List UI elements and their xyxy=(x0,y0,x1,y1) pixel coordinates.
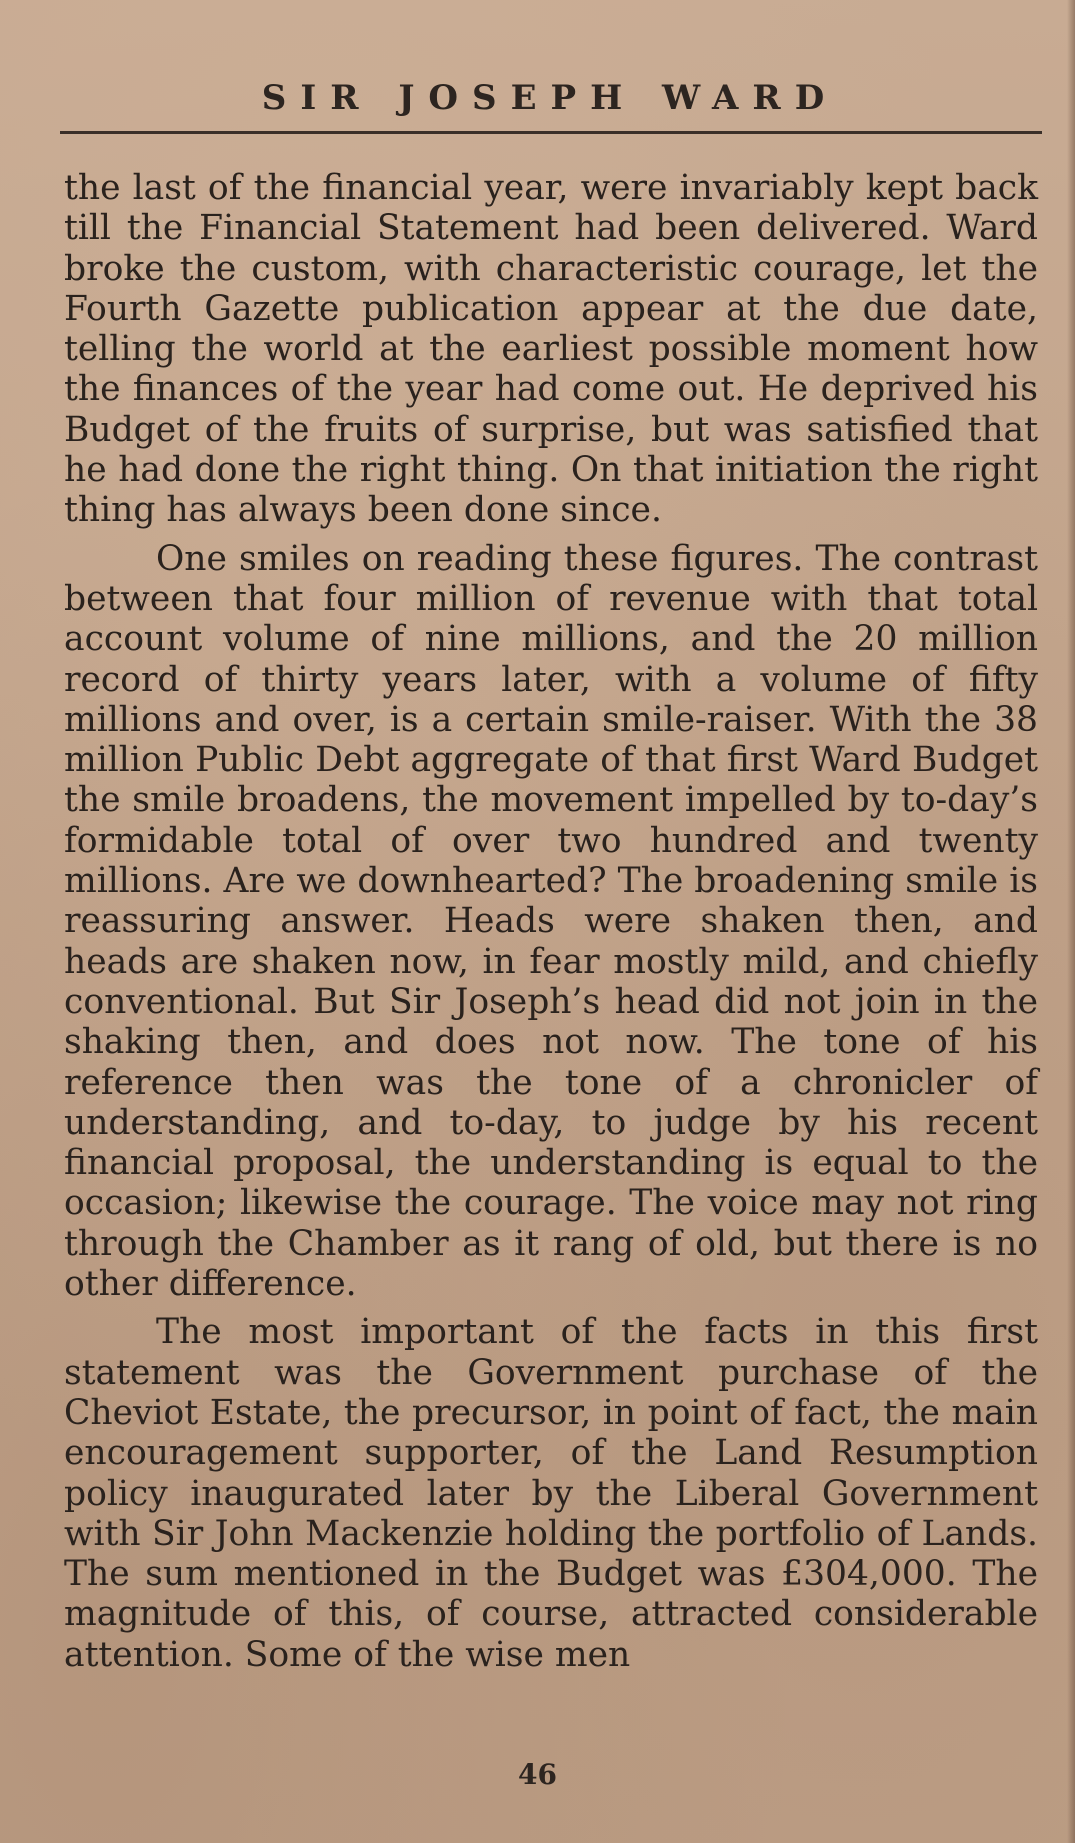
body-text xyxy=(64,168,1038,1675)
paragraph-cheviot-estate: The most important of the facts in this first statement was the Government purchase of the Cheviot Estate, the precursor, in point of fact, the main encouragement supporter, of the Land Resumption policy inaugurated later by the Liberal Government with Sir John Mackenzie holding the portfolio of Lands. The sum mentioned in the Budget was £304,000. The magnitude of this, of course, attracted considerable attention. Some of the wise men xyxy=(64,1312,1038,1675)
page-number: 46 xyxy=(518,1758,557,1791)
header-rule xyxy=(60,131,1042,134)
paragraph-figures: One smiles on reading these figures. The contrast between that four million of revenue with that total account volume of nine millions, and the 20 million record of thirty years later, with a volume of fifty millions and over, is a certain smile-raiser. With the 38 million Public Debt aggregate of that first Ward Budget the smile broadens, the movement impelled by to-day’s formidable total of over two hundred and twenty millions. Are we downhearted? The broadening smile is reassuring answer. Heads were shaken then, and heads are shaken now, in fear mostly mild, and chiefly conventional. But Sir Joseph’s head did not join in the shaking then, and does not now. The tone of his reference then was the tone of a chronicler of understanding, and to-day, to judge by his recent financial proposal, the understanding is equal to the occasion; likewise the courage. The voice may not ring through the Chamber as it rang of old, but there is no other difference. xyxy=(64,538,1038,1305)
running-head: SIR JOSEPH WARD xyxy=(261,78,839,118)
page-edge-shadow xyxy=(1067,0,1075,1843)
paragraph-continued: the last of the financial year, were invariably kept back till the Financial Statement had been delivered. Ward broke the custom, with characteristic courage, let the Fourth Gazette publication appear at the due date, telling the world at the earliest possible moment how the finances of the year had come out. He deprived his Budget of the fruits of surprise, but was satisfied that he had done the right thing. On that initiation the right thing has always been done since. xyxy=(64,168,1038,531)
